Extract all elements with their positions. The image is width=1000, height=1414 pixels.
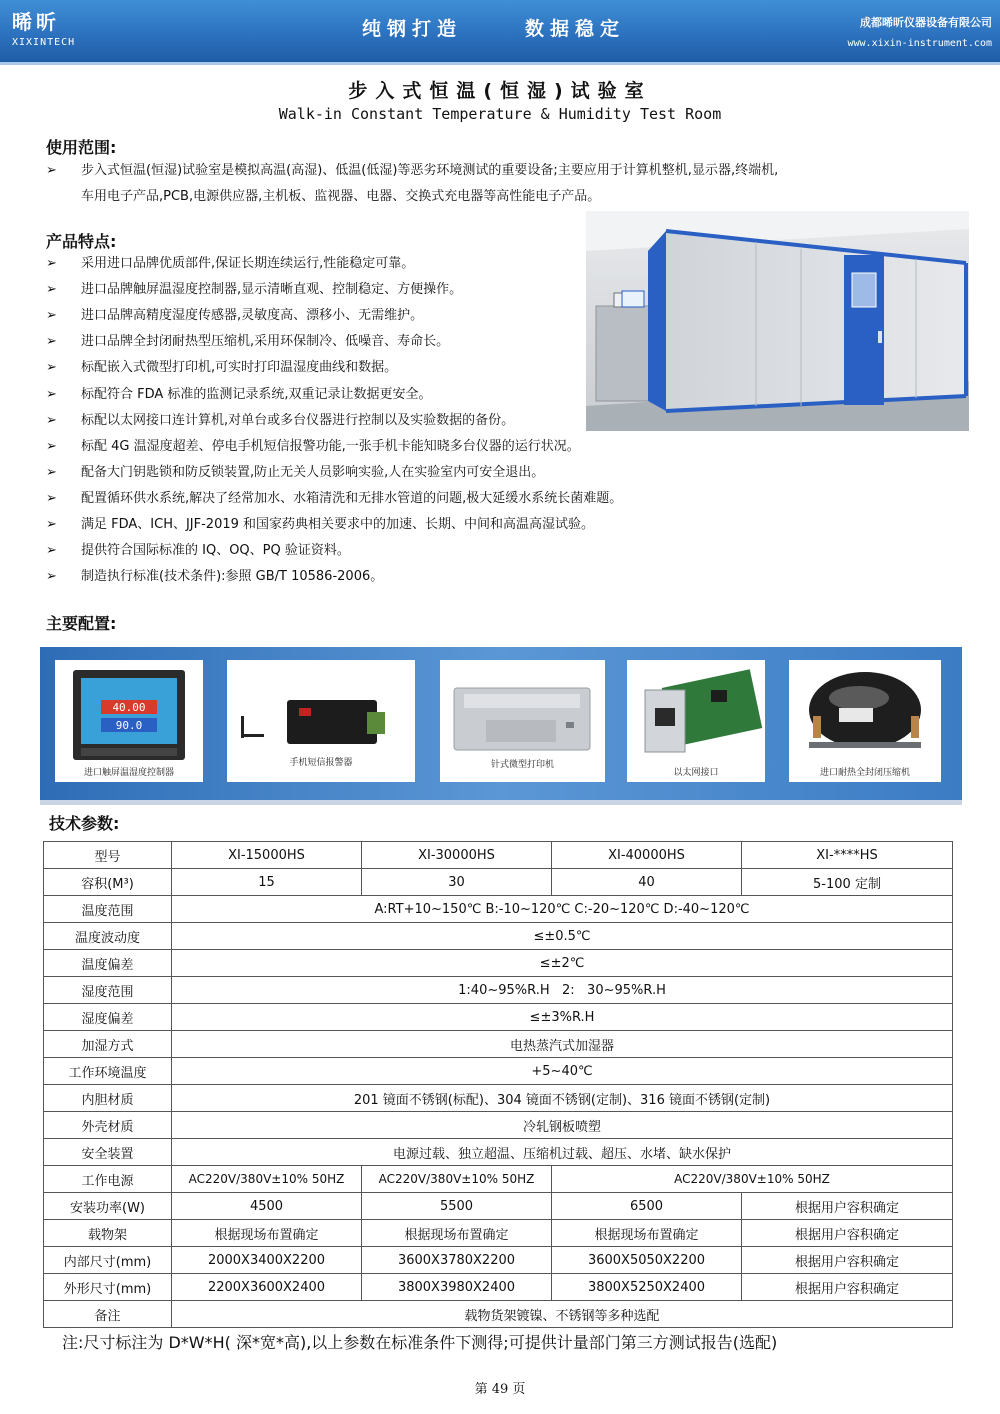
arrow-bullet-icon: ➢ <box>46 334 57 349</box>
row-label: 安全装置 <box>44 1139 172 1166</box>
row-label: 温度波动度 <box>44 923 172 950</box>
table-cell: 201 镜面不锈钢(标配)、304 镜面不锈钢(定制)、316 镜面不锈钢(定制) <box>172 1085 953 1112</box>
feature-text: 标配符合 FDA 标准的监测记录系统,双重记录让数据更安全。 <box>81 387 432 402</box>
table-cell: XI-15000HS <box>172 842 362 869</box>
scope-text: 车用电子产品,PCB,电源供应器,主机板、监视器、电器、交换式充电器等高性能电子产品。 <box>81 189 601 204</box>
config-band <box>40 647 962 800</box>
feature-text: 配置循环供水系统,解决了经常加水、水箱清洗和无排水管道的问题,极大延缓水系统长菌难题。 <box>81 491 623 506</box>
table-cell: 根据用户容积确定 <box>742 1193 953 1220</box>
table-row <box>44 1220 953 1247</box>
arrow-bullet-icon: ➢ <box>46 256 57 271</box>
arrow-bullet-icon: ➢ <box>46 517 57 532</box>
table-row <box>44 1247 953 1274</box>
feature-text: 进口品牌触屏温湿度控制器,显示清晰直观、控制稳定、方便操作。 <box>81 282 463 297</box>
config-caption: 进口耐热全封闭压缩机 <box>819 768 910 778</box>
table-cell: 电热蒸汽式加湿器 <box>172 1031 953 1058</box>
table-row <box>44 977 953 1004</box>
logo-chinese: 晞昕 <box>12 10 60 34</box>
config-caption: 针式微型打印机 <box>490 760 554 770</box>
feature-text: 制造执行标准(技术条件):参照 GB/T 10586-2006。 <box>81 569 384 584</box>
feature-text: 进口品牌高精度湿度传感器,灵敏度高、漂移小、无需维护。 <box>81 308 424 323</box>
arrow-bullet-icon: ➢ <box>46 439 57 454</box>
arrow-bullet-icon: ➢ <box>46 465 57 480</box>
logo-english: XIXINTECH <box>12 37 76 48</box>
table-cell: 电源过载、独立超温、压缩机过载、超压、水堵、缺水保护 <box>172 1139 953 1166</box>
table-cell: 30 <box>362 869 552 896</box>
ethernet-interface-image <box>627 660 765 765</box>
table-cell: AC220V/380V±10% 50HZ <box>362 1166 552 1193</box>
table-cell: 载物货架镀镍、不锈钢等多种选配 <box>172 1301 953 1328</box>
table-row <box>44 1085 953 1112</box>
table-cell: 15 <box>172 869 362 896</box>
website-url: www.xixin-instrument.com <box>847 38 992 49</box>
table-cell: 根据现场布置确定 <box>552 1220 742 1247</box>
row-label: 型号 <box>44 842 172 869</box>
table-row <box>44 1004 953 1031</box>
table-cell: 根据用户容积确定 <box>742 1247 953 1274</box>
page-title: 步入式恒温(恒湿)试验室 <box>348 80 652 102</box>
table-cell: 3800X5250X2400 <box>552 1274 742 1301</box>
table-cell: ≤±2℃ <box>172 950 953 977</box>
row-label: 温度范围 <box>44 896 172 923</box>
compressor-image <box>789 660 941 765</box>
table-cell: XI-****HS <box>742 842 953 869</box>
arrow-bullet-icon: ➢ <box>46 569 57 584</box>
table-row <box>44 1139 953 1166</box>
feature-text: 标配 4G 温湿度超差、停电手机短信报警功能,一张手机卡能知晓多台仪器的运行状况。 <box>81 439 580 454</box>
table-cell: 5-100 定制 <box>742 869 953 896</box>
arrow-bullet-icon: ➢ <box>46 387 57 402</box>
table-cell: A:RT+10~150℃ B:-10~120℃ C:-20~120℃ D:-40~120℃ <box>172 896 953 923</box>
scope-heading: 使用范围: <box>46 138 117 157</box>
table-cell: 冷轧钢板喷塑 <box>172 1112 953 1139</box>
company-name: 成都晞昕仪器设备有限公司 <box>860 16 992 29</box>
touchscreen-controller-image <box>55 660 203 765</box>
config-card-ethernet <box>627 660 765 782</box>
footnote: 注:尺寸标注为 D*W*H( 深*宽*高),以上参数在标准条件下测得;可提供计量部门第三方测试报告(选配) <box>62 1333 778 1352</box>
table-row <box>44 1301 953 1328</box>
table-cell: ≤±3%R.H <box>172 1004 953 1031</box>
arrow-bullet-icon: ➢ <box>46 413 57 428</box>
table-cell: 2200X3600X2400 <box>172 1274 362 1301</box>
feature-text: 配备大门钥匙锁和防反锁装置,防止无关人员影响实验,人在实验室内可安全退出。 <box>81 465 545 480</box>
config-caption: 进口触屏温湿度控制器 <box>83 768 174 778</box>
table-cell: 根据现场布置确定 <box>362 1220 552 1247</box>
table-row <box>44 1193 953 1220</box>
table-cell: 根据现场布置确定 <box>172 1220 362 1247</box>
row-label: 湿度范围 <box>44 977 172 1004</box>
table-cell: XI-30000HS <box>362 842 552 869</box>
page-header <box>0 0 1000 62</box>
table-cell: 6500 <box>552 1193 742 1220</box>
row-label: 内胆材质 <box>44 1085 172 1112</box>
table-cell: 根据用户容积确定 <box>742 1274 953 1301</box>
row-label: 工作环境温度 <box>44 1058 172 1085</box>
page-subtitle: Walk-in Constant Temperature & Humidity Test Room <box>278 105 722 123</box>
table-row <box>44 1031 953 1058</box>
feature-text: 进口品牌全封闭耐热型压缩机,采用环保制冷、低噪音、寿命长。 <box>81 334 450 349</box>
row-label: 外壳材质 <box>44 1112 172 1139</box>
readout-humidity: 90.0 <box>115 719 143 732</box>
row-label: 容积(M³) <box>44 869 172 896</box>
spec-table <box>43 841 953 1328</box>
features-heading: 产品特点: <box>46 232 117 251</box>
table-cell: 5500 <box>362 1193 552 1220</box>
table-cell: 3600X3780X2200 <box>362 1247 552 1274</box>
row-label: 加湿方式 <box>44 1031 172 1058</box>
row-label: 外形尺寸(mm) <box>44 1274 172 1301</box>
table-row <box>44 1058 953 1085</box>
row-label: 工作电源 <box>44 1166 172 1193</box>
config-heading: 主要配置: <box>46 614 117 633</box>
feature-text: 标配以太网接口连计算机,对单台或多台仪器进行控制以及实验数据的备份。 <box>81 413 515 428</box>
table-row <box>44 923 953 950</box>
row-label: 内部尺寸(mm) <box>44 1247 172 1274</box>
slogan-left: 纯钢打造 <box>362 18 463 40</box>
table-cell: 3800X3980X2400 <box>362 1274 552 1301</box>
table-row <box>44 896 953 923</box>
table-cell: 3600X5050X2200 <box>552 1247 742 1274</box>
table-row <box>44 869 953 896</box>
config-caption: 手机短信报警器 <box>289 758 353 768</box>
spec-heading: 技术参数: <box>49 814 120 833</box>
micro-printer-image <box>440 660 605 765</box>
walk-in-chamber-photo <box>586 211 969 431</box>
walk-in-chamber-illustration <box>586 211 969 431</box>
feature-text: 采用进口品牌优质部件,保证长期连续运行,性能稳定可靠。 <box>81 256 415 271</box>
arrow-bullet-icon: ➢ <box>46 282 57 297</box>
row-label: 湿度偏差 <box>44 1004 172 1031</box>
table-row <box>44 1166 953 1193</box>
table-row <box>44 842 953 869</box>
feature-text: 提供符合国际标准的 IQ、OQ、PQ 验证资料。 <box>81 543 350 558</box>
arrow-bullet-icon: ➢ <box>46 360 57 375</box>
table-cell: AC220V/380V±10% 50HZ <box>552 1166 953 1193</box>
table-cell: +5~40℃ <box>172 1058 953 1085</box>
arrow-bullet-icon: ➢ <box>46 543 57 558</box>
table-cell: 1:40~95%R.H 2: 30~95%R.H <box>172 977 953 1004</box>
page-number: 第 49 页 <box>474 1382 526 1397</box>
table-cell: 4500 <box>172 1193 362 1220</box>
table-row <box>44 1274 953 1301</box>
row-label: 安装功率(W) <box>44 1193 172 1220</box>
table-cell: 根据用户容积确定 <box>742 1220 953 1247</box>
table-row <box>44 950 953 977</box>
config-card-printer <box>440 660 605 782</box>
table-cell: XI-40000HS <box>552 842 742 869</box>
arrow-bullet-icon: ➢ <box>46 163 57 178</box>
row-label: 温度偏差 <box>44 950 172 977</box>
config-caption: 以太网接口 <box>673 768 719 778</box>
scope-text: 步入式恒温(恒湿)试验室是模拟高温(高湿)、低温(低湿)等恶劣环境测试的重要设备;主要应用于计算机整机,显示器,终端机, <box>81 163 779 178</box>
readout-temperature: 40.00 <box>112 701 146 714</box>
table-cell: 40 <box>552 869 742 896</box>
arrow-bullet-icon: ➢ <box>46 491 57 506</box>
slogan-right: 数据稳定 <box>525 18 626 40</box>
table-cell: 2000X3400X2200 <box>172 1247 362 1274</box>
table-row <box>44 1112 953 1139</box>
feature-text: 标配嵌入式微型打印机,可实时打印温湿度曲线和数据。 <box>81 360 398 375</box>
config-card-controller <box>55 660 203 782</box>
config-card-compressor <box>789 660 941 782</box>
sms-alarm-device-image <box>227 660 415 765</box>
table-cell: AC220V/380V±10% 50HZ <box>172 1166 362 1193</box>
table-cell: ≤±0.5℃ <box>172 923 953 950</box>
config-card-sms-alarm <box>227 660 415 782</box>
arrow-bullet-icon: ➢ <box>46 308 57 323</box>
row-label: 备注 <box>44 1301 172 1328</box>
feature-text: 满足 FDA、ICH、JJF-2019 和国家药典相关要求中的加速、长期、中间和高温高湿试验。 <box>81 517 595 532</box>
row-label: 载物架 <box>44 1220 172 1247</box>
